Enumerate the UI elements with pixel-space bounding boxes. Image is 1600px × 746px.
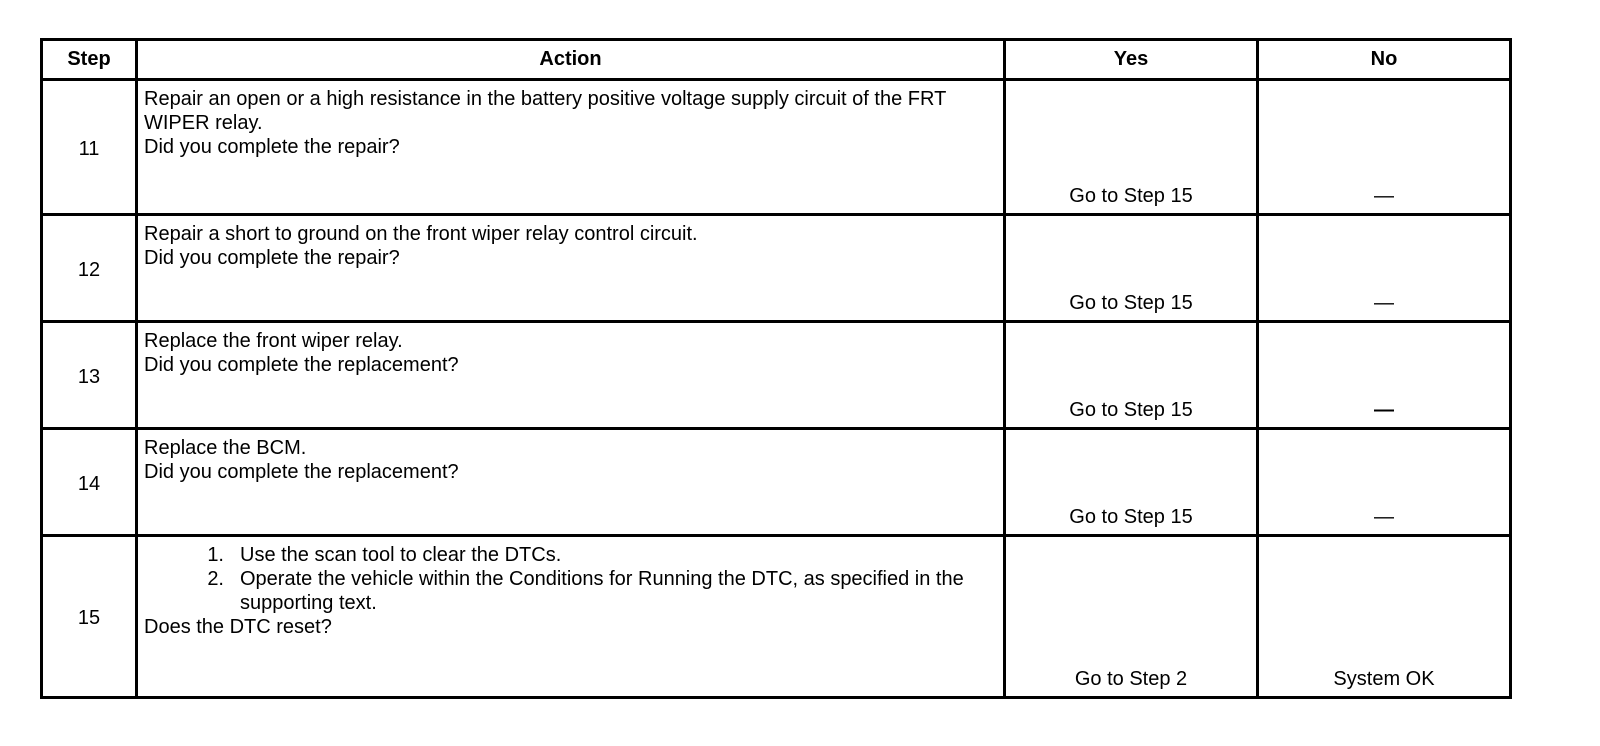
step-number: 11 <box>42 80 137 215</box>
list-item-text: Use the scan tool to clear the DTCs. <box>240 544 562 566</box>
yes-result: Go to Step 15 <box>1005 429 1258 536</box>
header-row <box>42 40 1511 80</box>
list-item-text: Operate the vehicle within the Conditions for Running the DTC, as specified in the supporting text. <box>240 568 964 614</box>
no-result: — <box>1258 322 1511 429</box>
action-steps-list <box>144 543 999 615</box>
table-row <box>42 429 1511 536</box>
yes-result: Go to Step 15 <box>1005 215 1258 322</box>
header-action: Action <box>137 40 1005 80</box>
no-result: — <box>1258 80 1511 215</box>
question-text: Does the DTC reset? <box>144 616 332 638</box>
no-result: System OK <box>1258 536 1511 698</box>
diagnostic-table <box>40 38 1512 699</box>
step-number: 12 <box>42 215 137 322</box>
action-cell <box>137 322 1005 429</box>
table-row <box>42 322 1511 429</box>
action-cell <box>137 429 1005 536</box>
header-no: No <box>1258 40 1511 80</box>
list-item <box>144 543 999 567</box>
no-result: — <box>1258 215 1511 322</box>
question-text: Did you complete the replacement? <box>144 461 459 483</box>
step-number: 15 <box>42 536 137 698</box>
header-step: Step <box>42 40 137 80</box>
yes-result: Go to Step 15 <box>1005 322 1258 429</box>
question-text: Did you complete the replacement? <box>144 354 459 376</box>
action-text: Repair a short to ground on the front wiper relay control circuit. <box>144 223 698 245</box>
yes-result: Go to Step 2 <box>1005 536 1258 698</box>
action-text: Replace the BCM. <box>144 437 307 459</box>
yes-result: Go to Step 15 <box>1005 80 1258 215</box>
no-result: — <box>1258 429 1511 536</box>
table-row <box>42 215 1511 322</box>
action-cell <box>137 80 1005 215</box>
step-number: 13 <box>42 322 137 429</box>
table-row <box>42 536 1511 698</box>
list-item-number: 1. <box>207 544 224 566</box>
list-item-number: 2. <box>207 568 224 590</box>
question-text: Did you complete the repair? <box>144 247 400 269</box>
list-item <box>144 567 999 615</box>
question-text: Did you complete the repair? <box>144 136 400 158</box>
action-cell <box>137 536 1005 698</box>
header-yes: Yes <box>1005 40 1258 80</box>
action-text: Replace the front wiper relay. <box>144 330 403 352</box>
action-text: Repair an open or a high resistance in the battery positive voltage supply circuit of the FRT WIPER relay. <box>144 88 946 134</box>
action-cell <box>137 215 1005 322</box>
step-number: 14 <box>42 429 137 536</box>
table-row <box>42 80 1511 215</box>
